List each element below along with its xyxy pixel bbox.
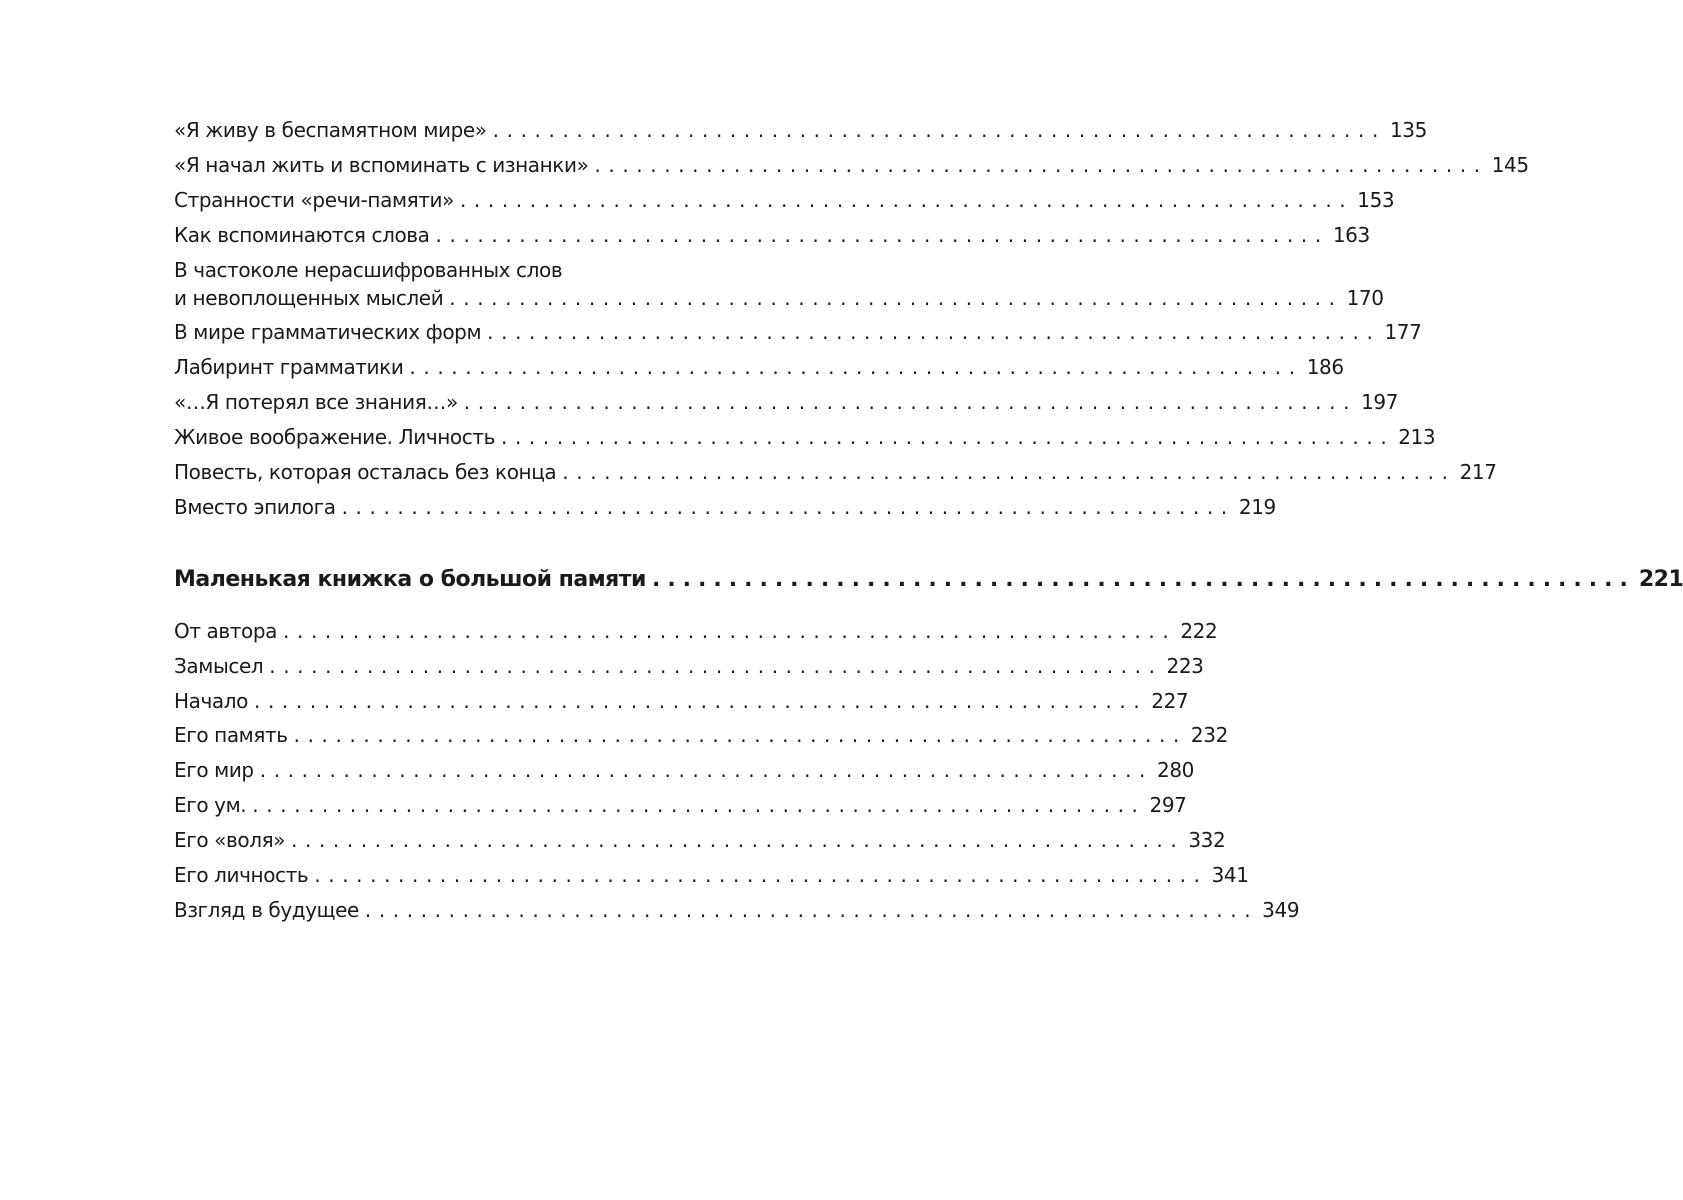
toc-entry-title: Его личность [174, 863, 309, 887]
toc-entry-page: 219 [1238, 495, 1276, 519]
dot-leader: ................................................................ [293, 723, 1187, 747]
dot-leader: ................................................................ [651, 567, 1635, 592]
dot-leader: ................................................................ [364, 898, 1259, 922]
toc-entry-page: 153 [1357, 188, 1395, 212]
toc-entry-page: 170 [1346, 286, 1384, 310]
dot-leader: ................................................................ [562, 460, 1456, 484]
dot-leader: ................................................................ [492, 118, 1386, 142]
toc-entry-title: Его «воля» [174, 828, 286, 852]
dot-leader: ................................................................ [487, 320, 1381, 344]
dot-leader: ................................................................ [409, 355, 1303, 379]
toc-entry-title: Живое воображение. Личность [174, 425, 495, 449]
section-heading[interactable] [174, 566, 1683, 594]
dot-leader: ................................................................ [463, 390, 1358, 414]
toc-entry[interactable] [174, 617, 1218, 645]
toc-entry[interactable] [174, 186, 1395, 214]
dot-leader: ................................................................ [341, 495, 1235, 519]
toc-entry-page: 349 [1262, 898, 1300, 922]
toc-entry-title: От автора [174, 619, 278, 643]
toc-entry[interactable] [174, 116, 1427, 144]
toc-entry-page: 145 [1491, 153, 1529, 177]
toc-entry[interactable] [174, 791, 1187, 819]
toc-entry[interactable] [174, 256, 1384, 312]
toc-entry[interactable] [174, 318, 1422, 346]
toc-entry-page: 232 [1190, 723, 1228, 747]
toc-entry-title: Его ум. [174, 793, 247, 817]
toc-entry-title: «Я начал жить и вспоминать с изнанки» [174, 153, 589, 177]
toc-entry[interactable] [174, 151, 1529, 179]
toc-entry[interactable] [174, 423, 1436, 451]
dot-leader: ................................................................ [501, 425, 1395, 449]
toc-entry-page: 217 [1459, 460, 1497, 484]
dot-leader: ................................................................ [252, 793, 1146, 817]
toc-entry-page: 332 [1188, 828, 1226, 852]
toc-entry-title: Его память [174, 723, 288, 747]
dot-leader: ................................................................ [314, 863, 1208, 887]
toc-entry-title: Вместо эпилога [174, 495, 336, 519]
toc-entry-page: 213 [1398, 425, 1436, 449]
toc-entry-title: «Я живу в беспамятном мире» [174, 118, 487, 142]
dot-leader: ................................................................ [449, 286, 1343, 310]
toc-entry-page: 280 [1157, 758, 1194, 782]
toc-entry-page: 177 [1384, 320, 1422, 344]
dot-leader: ................................................................ [459, 188, 1354, 212]
dot-leader: ................................................................ [594, 153, 1488, 177]
toc-entry[interactable] [174, 388, 1399, 416]
toc-entry-page: 341 [1211, 863, 1249, 887]
toc-entry-page: 163 [1332, 223, 1370, 247]
dot-leader: ................................................................ [291, 828, 1185, 852]
toc-entry[interactable] [174, 221, 1370, 249]
toc-entry-title-line1: В частоколе нерасшифрованных слов [174, 258, 563, 282]
toc-entry-page: 297 [1149, 793, 1187, 817]
dot-leader: ................................................................ [435, 223, 1329, 247]
toc-entry-title: и невоплощенных мыслей [174, 286, 444, 310]
toc-entry[interactable] [174, 896, 1300, 924]
toc-entry-page: 197 [1361, 390, 1399, 414]
dot-leader: ................................................................ [283, 619, 1177, 643]
toc-entry[interactable] [174, 756, 1194, 784]
toc-entry-title: Повесть, которая осталась без конца [174, 460, 557, 484]
toc-entry-page: 135 [1389, 118, 1427, 142]
toc-entry-page: 222 [1180, 619, 1218, 643]
toc-entry-title: Замысел [174, 654, 264, 678]
dot-leader: ................................................................ [254, 689, 1148, 713]
toc-entry-page: 186 [1306, 355, 1344, 379]
toc-entry[interactable] [174, 687, 1189, 715]
toc-entry-page: 223 [1166, 654, 1204, 678]
dot-leader: ................................................................ [269, 654, 1163, 678]
toc-entry-title: Как вспоминаются слова [174, 223, 430, 247]
toc-entry-title: Его мир [174, 758, 254, 782]
toc-entry[interactable] [174, 458, 1497, 486]
toc-entry-title: В мире грамматических форм [174, 320, 482, 344]
toc-entry[interactable] [174, 861, 1249, 889]
section-heading-title: Маленькая книжка о большой памяти [174, 567, 646, 592]
toc-entry-title: «…Я потерял все знания…» [174, 390, 458, 414]
toc-entry[interactable] [174, 826, 1226, 854]
toc-entry[interactable] [174, 353, 1344, 381]
section-heading-page: 221 [1638, 567, 1683, 592]
toc-entry-title: Взгляд в будущее [174, 898, 359, 922]
toc-entry[interactable] [174, 721, 1228, 749]
toc-entry[interactable] [174, 652, 1204, 680]
dot-leader: ................................................................ [259, 758, 1154, 782]
toc-entry-title: Начало [174, 689, 248, 713]
toc-entry-title: Странности «речи-памяти» [174, 188, 454, 212]
toc-entry-title: Лабиринт грамматики [174, 355, 404, 379]
toc-entry-page: 227 [1151, 689, 1189, 713]
toc-entry[interactable] [174, 493, 1276, 521]
